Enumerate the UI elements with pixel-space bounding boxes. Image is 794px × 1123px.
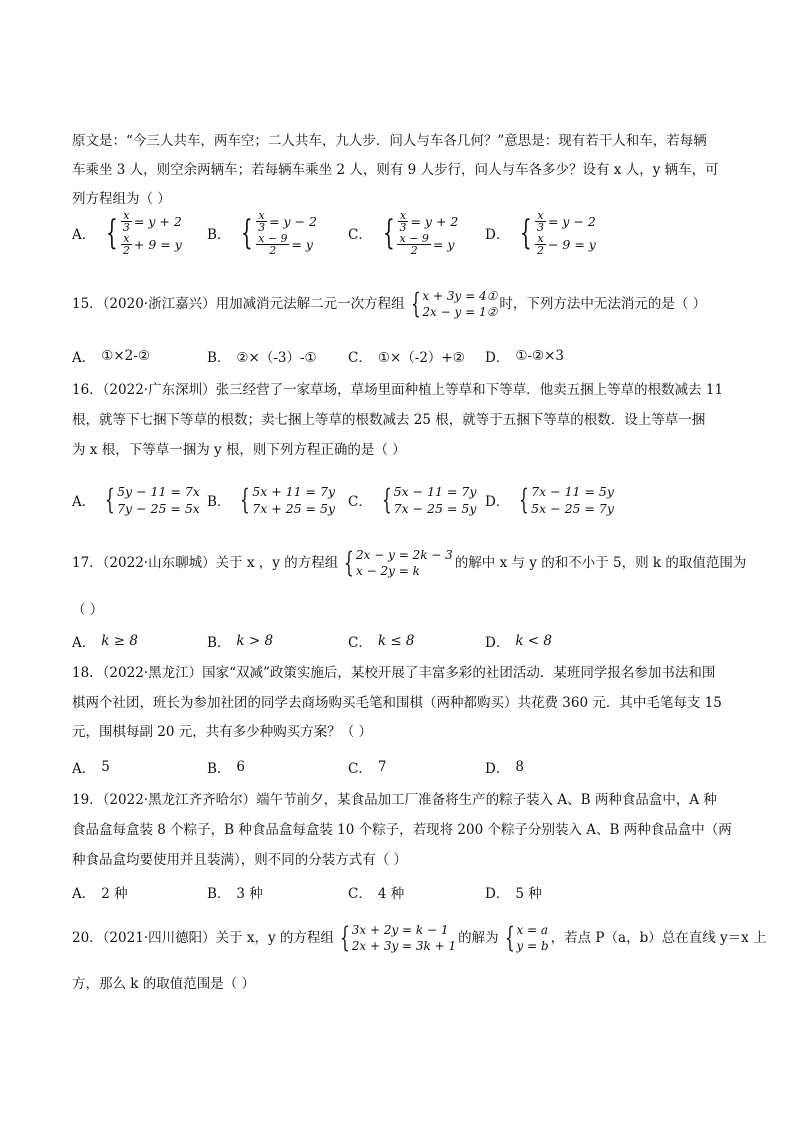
q14-options [72, 206, 722, 260]
q20-prefix: 20．（2021·四川德阳）关于 x，y 的方程组 [72, 930, 334, 946]
q19-option-c[interactable]: C． 4 种 [348, 886, 405, 902]
brace: { [410, 287, 421, 320]
brace: { [382, 213, 395, 253]
q15-option-b[interactable]: B． ②×（-3）-① [207, 350, 317, 366]
q15-option-a[interactable]: A． ①×2-② [72, 348, 150, 366]
q18-option-a[interactable]: A． 5 [72, 759, 110, 777]
brace: { [504, 921, 515, 954]
option-label: C． [348, 227, 372, 243]
q15-options [72, 346, 722, 366]
q18-option-c[interactable]: C． 7 [348, 759, 387, 777]
q20-sol1: x = a [516, 923, 549, 937]
q19-option-d[interactable]: D． 5 种 [485, 886, 542, 902]
q15-suffix: 时，下列方法中无法消元的是（ ） [499, 296, 707, 312]
q20-suffix: ，若点 P（a，b）总在直线 y＝x 上 [550, 930, 767, 946]
q15-option-d[interactable]: D． ①-②×3 [485, 348, 564, 366]
q15-eq2: 2x − y = 1② [422, 305, 498, 319]
q16-option-a[interactable]: A． { 5y − 11 = 7x 7y − 25 = 5x [72, 483, 200, 516]
q16-option-c[interactable]: C． { 5x − 11 = 7y 7x − 25 = 5y [348, 483, 477, 516]
q20-eq1: 3x + 2y = k − 1 [351, 923, 449, 937]
intro-line-2: 车乘坐 3 人，则空余两辆车；若每辆车乘坐 2 人，则有 9 人步行，问人与车各多少？设有 x 人，y 辆车，可 [72, 162, 719, 178]
q15-eq1: x + 3y = 4① [422, 289, 498, 303]
q20-line-2: 方，那么 k 的取值范围是（ ） [72, 976, 256, 992]
q17-eq2: x − 2y = k [356, 564, 420, 578]
q19-option-b[interactable]: B． 3 种 [207, 886, 263, 902]
q18-options [72, 757, 722, 777]
q19-line-1: 19．（2022·黑龙江齐齐哈尔）端午节前夕，某食品加工厂准备将生产的粽子装入 A、B 两种食品盒中，A 种 [72, 792, 717, 808]
q18-option-b[interactable]: B． 6 [207, 759, 246, 777]
q14-option-d[interactable]: D． { $\frac{x}{3}$ = y − 2 $\frac{x}{2}$ − 9 = y [485, 209, 596, 257]
brace: { [339, 921, 350, 954]
q18-option-d[interactable]: D． 8 [485, 759, 524, 777]
q17-options [72, 631, 722, 651]
q16-line-1: 16．（2022·广东深圳）张三经营了一家草场，草场里面种植上等草和下等草．他卖五捆上等草的根数减去 11 [72, 382, 724, 398]
q14-option-c[interactable]: C． { $\frac{x}{3}$ = y + 2 $\frac{x - 9}{2}$ = y [348, 209, 459, 257]
option-label: B． [207, 227, 231, 243]
q14-option-a[interactable]: A． { $\frac{x}{3}$ = y + 2 $\frac{x}{2}$ + 9 = y [72, 209, 182, 257]
q19-options [72, 882, 722, 902]
q17-option-a[interactable]: A． k ≥ 8 [72, 633, 138, 651]
brace: { [241, 213, 254, 253]
brace: { [344, 546, 355, 579]
q17-option-b[interactable]: B． k > 8 [207, 633, 274, 651]
q17-prefix: 17．（2022·山东聊城）关于 x ，y 的方程组 [72, 555, 339, 571]
q16-option-b[interactable]: B． { 5x + 11 = 7y 7x + 25 = 5y [207, 483, 336, 516]
q20-stem [72, 918, 767, 958]
q19-option-a[interactable]: A． 2 种 [72, 886, 128, 902]
option-label: A． [72, 227, 96, 243]
q17-line-2: （ ） [72, 602, 104, 618]
q20-mid: 的解为 [458, 930, 499, 946]
intro-line-3: 列方程组为（ ） [72, 191, 171, 207]
q17-option-c[interactable]: C． k ≤ 8 [348, 633, 415, 651]
q17-stem [72, 543, 746, 583]
q15-option-c[interactable]: C． ①×（-2）+② [348, 350, 465, 366]
q16-options [72, 478, 722, 522]
q16-option-d[interactable]: D． { 7x − 11 = 5y 5x − 25 = 7y [485, 483, 614, 516]
q16-line-2: 根，就等下七捆下等草的根数；卖七捆上等草的根数减去 25 根，就等于五捆下等草的根数．设上等草一捆 [72, 412, 706, 428]
q20-eq2: 2x + 3y = 3k + 1 [351, 939, 457, 953]
intro-line-1: 原文是：“今三人共车，两车空；二人共车，九人步．问人与车各几何？”意思是：现有若干人和车，若每辆 [72, 133, 707, 149]
q17-eq1: 2x − y = 2k − 3 [356, 548, 453, 562]
q15-stem [72, 284, 706, 324]
q18-line-2: 棋两个社团，班长为参加社团的同学去商场购买毛笔和围棋（两种都购买）共花费 360 元．其中毛笔每支 15 [72, 695, 722, 711]
q20-sol2: y = b [516, 939, 549, 953]
q18-line-1: 18．（2022·黑龙江）国家“双减”政策实施后，某校开展了丰富多彩的社团活动．某班同学报名参加书法和围 [72, 665, 716, 681]
brace: { [106, 213, 119, 253]
q17-suffix: 的解中 x 与 y 的和不小于 5，则 k 的取值范围为 [454, 555, 747, 571]
q15-prefix: 15．（2020·浙江嘉兴）用加减消元法解二元一次方程组 [72, 296, 405, 312]
q17-option-d[interactable]: D． k < 8 [485, 633, 552, 651]
q14-option-b[interactable]: B． { $\frac{x}{3}$ = y − 2 $\frac{x - 9}{2}$ = y [207, 209, 317, 257]
q16-line-3: 为 x 根，下等草一捆为 y 根，则下列方程正确的是（ ） [72, 442, 406, 458]
brace: { [520, 213, 533, 253]
q19-line-2: 食品盒每盒装 8 个粽子，B 种食品盒每盒装 10 个粽子，若现将 200 个粽子分别装入 A、B 两种食品盒中（两 [72, 822, 732, 838]
option-label: D． [485, 227, 510, 243]
q19-line-3: 种食品盒均要使用并且装满），则不同的分装方式有（ ） [72, 852, 408, 868]
q18-line-3: 元，围棋每副 20 元，共有多少种购买方案？（ ） [72, 724, 373, 740]
